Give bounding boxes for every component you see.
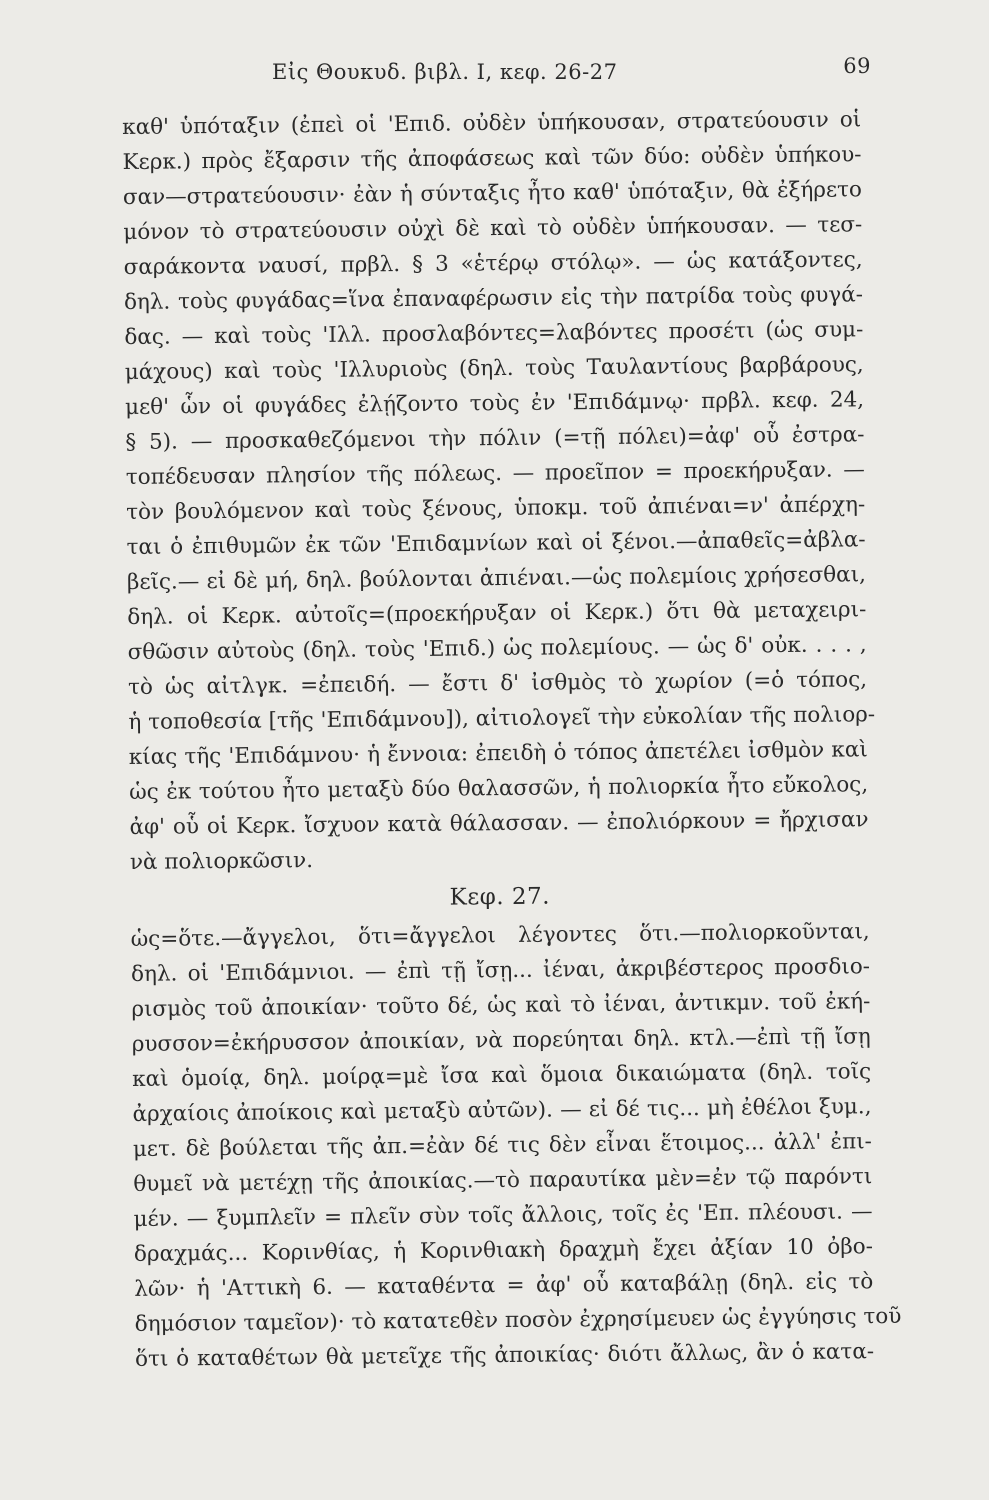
text-line: ρυσσον=ἐκήρυσσον ἀποικίαν, νὰ πορεύηται δηλ. κτλ.—ἐπὶ τῇ ἴσῃ [131,1024,871,1057]
text-line: ἀρχαίοις ἀποίκοις καὶ μεταξὺ αὐτῶν). — εἰ δέ τις... μὴ ἐθέλοι ξυμ., [132,1094,872,1127]
text-line: τὸν βουλόμενον καὶ τοὺς ξένους, ὑποκμ. τοῦ ἀπιέναι=ν' ἀπέρχη- [126,492,866,525]
text-line: ὡς ἐκ τούτου ἦτο μεταξὺ δύο θαλασσῶν, ἡ πολιορκία ἦτο εὔκολος, [129,772,869,805]
text-line: κίας τῆς 'Επιδάμνου· ἡ ἔννοια: ἐπειδὴ ὁ τόπος ἀπετέλει ἰσθμὸν καὶ [128,737,868,770]
text-line: σαν—στρατεύουσιν· ἐὰν ἡ σύνταξις ἦτο καθ' ὑπόταξιν, θὰ ἐξήρετο [122,177,863,210]
running-head [122,54,871,96]
text-line: μέν. — ξυμπλεῖν = πλεῖν σὺν τοῖς ἄλλοις, τοῖς ἐς 'Επ. πλέουσι. — [133,1199,873,1232]
text-line: δας. — καὶ τοὺς 'Ιλλ. προσλαβόντες=λαβόντες προσέτι (ὡς συμ- [124,317,864,350]
chapter-heading: Κεφ. 27. [449,883,551,911]
text-line: σαράκοντα ναυσί, πρβλ. § 3 «ἑτέρῳ στόλῳ». — ὡς κατάξοντες, [123,247,863,280]
running-title: Εἰς Θουκυδ. βιβλ. Ι, κεφ. 26-27 [272,60,618,84]
text-line: δηλ. οἱ Κερκ. αὐτοῖς=(προεκήρυξαν οἱ Κερκ.) ὅτι θὰ μεταχειρι- [127,597,867,630]
text-line: δηλ. τοὺς φυγάδας=ἵνα ἐπαναφέρωσιν εἰς τὴν πατρίδα τοὺς φυγά- [123,282,864,315]
text-line: δραχμάς... Κορινθίας, ἡ Κορινθιακὴ δραχμὴ ἔχει ἀξίαν 10 ὀβο- [133,1234,874,1267]
text-line: ἡ τοποθεσία [τῆς 'Επιδάμνου]), αἰτιολογεῖ τὴν εὐκολίαν τῆς πολιορ- [128,702,876,735]
text-line: λῶν· ἡ 'Αττικὴ 6. — καταθέντα = ἀφ' οὗ καταβάλῃ (δηλ. εἰς τὸ [134,1269,874,1302]
text-line: ἀφ' οὗ οἱ Κερκ. ἴσχυον κατὰ θάλασσαν. — ἐπολιόρκουν = ἤρχισαν [129,807,869,840]
text-line: ὡς=ὅτε.—ἄγγελοι, ὅτι=ἄγγελοι λέγοντες ὅτι.—πολιορκοῦνται, [130,919,870,952]
text-line: δηλ. οἱ 'Επιδάμνιοι. — ἐπὶ τῇ ἴσῃ... ἰέναι, ἀκριβέστερος προσδιο- [130,954,871,987]
text-line: νὰ πολιορκῶσιν. [129,848,314,875]
text-line: σθῶσιν αὐτοὺς (δηλ. τοὺς 'Επιδ.) ὡς πολεμίους. — ὡς δ' οὐκ. . . . , [127,632,867,665]
text-line: ὅτι ὁ καταθέτων θὰ μετεῖχε τῆς ἀποικίας· διότι ἄλλως, ἂν ὁ κατα- [134,1339,875,1372]
text-line: ρισμὸς τοῦ ἀποικίαν· τοῦτο δέ, ὡς καὶ τὸ ἰέναι, ἀντικμν. τοῦ ἐκή- [131,989,871,1022]
text-line: μάχους) καὶ τοὺς 'Ιλλυριοὺς (δηλ. τοὺς Ταυλαντίους βαρβάρους, [124,352,864,385]
text-line: τὸ ὡς αἰτλγκ. =ἐπειδή. — ἔστι δ' ἰσθμὸς τὸ χωρίον (=ὁ τόπος, [127,667,868,700]
text-line: § 5). — προσκαθεζόμενοι τὴν πόλιν (=τῇ πόλει)=ἀφ' οὗ ἐστρα- [125,422,865,455]
text-line: βεῖς.— εἰ δὲ μή, δηλ. βούλονται ἀπιέναι.—ὡς πολεμίοις χρήσεσθαι, [126,562,867,595]
text-line: δημόσιον ταμεῖον)· τὸ κατατεθὲν ποσὸν ἐχρησίμευεν ὡς ἐγγύησις τοῦ [134,1303,902,1337]
commentary-section-27 [130,914,902,1377]
text-line: θυμεῖ νὰ μετέχῃ τῆς ἀποικίας.—τὸ παραυτίκα μὲν=ἐν τῷ παρόντι [133,1164,873,1197]
page-number: 69 [843,54,871,78]
text-line: τοπέδευσαν πλησίον τῆς πόλεως. — προεῖπον = προεκήρυξαν. — [125,457,865,490]
text-line: καθ' ὑπόταξιν (ἐπεὶ οἱ 'Επιδ. οὐδὲν ὑπήκουσαν, στρατεύουσιν οἱ [122,107,862,140]
text-line: ται ὁ ἐπιθυμῶν ἐκ τῶν 'Επιδαμνίων καὶ οἱ ξένοι.—ἀπαθεῖς=ἀβλα- [126,527,866,560]
commentary-section-26 [122,102,876,880]
commentary-text [122,102,902,1377]
text-line: καὶ ὁμοίᾳ, δηλ. μοίρᾳ=μὲ ἴσα καὶ ὅμοια δικαιώματα (δηλ. τοῖς [132,1059,872,1092]
text-line: μετ. δὲ βούλεται τῆς ἀπ.=ἐὰν δέ τις δὲν εἶναι ἕτοιμος... ἀλλ' ἐπι- [132,1129,872,1162]
text-line: μόνον τὸ στρατεύουσιν οὐχὶ δὲ καὶ τὸ οὐδὲν ὑπήκουσαν. — τεσ- [123,212,863,245]
text-line: μεθ' ὧν οἱ φυγάδες ἐλῄζοντο τοὺς ἐν 'Επιδάμνῳ· πρβλ. κεφ. 24, [124,387,865,420]
text-line: Κερκ.) πρὸς ἔξαρσιν τῆς ἀποφάσεως καὶ τῶν δύο: οὐδὲν ὑπήκου- [122,142,862,175]
